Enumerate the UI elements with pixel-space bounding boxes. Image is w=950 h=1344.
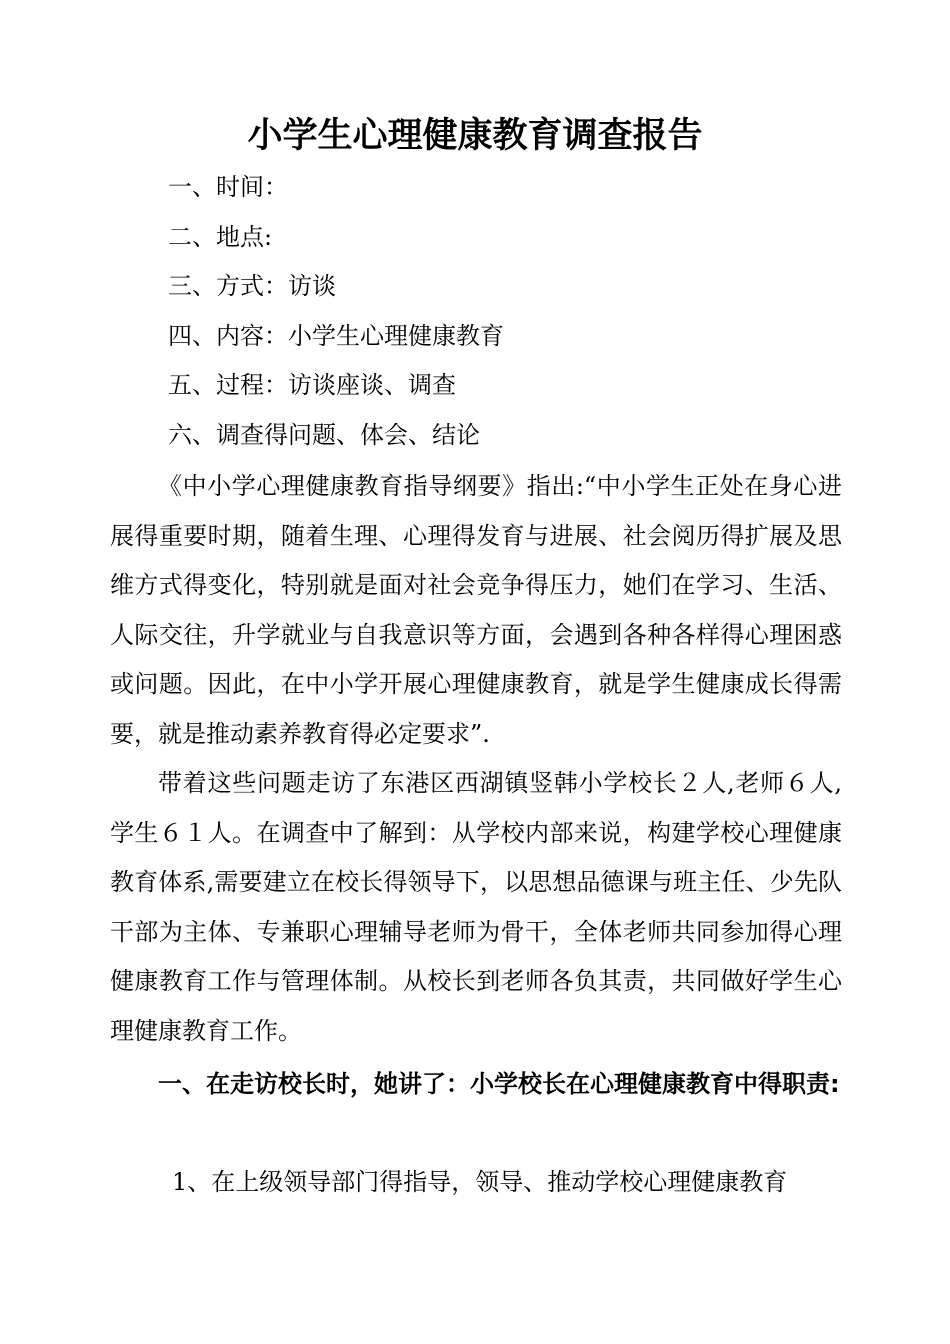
meta-method: 三、方式：访谈 [168,272,336,300]
meta-location: 二、地点: [168,223,273,251]
meta-findings: 六、调查得问题、体会、结论 [168,421,480,449]
meta-process: 五、过程：访谈座谈、调查 [168,371,456,399]
meta-content: 四、内容：小学生心理健康教育 [168,322,504,350]
body-paragraph-2: 带着这些问题走访了东港区西湖镇竖韩小学校长２人,老师６人,学生６１人。在调查中了解到：从学校内部来说，构建学校心理健康教育体系,需要建立在校长得领导下，以思想品德课与班主任、少先队干部为主体、专兼职心理辅导老师为骨干，全体老师共同参加得心理健康教育工作与管理体制。从校长到老师各负其责，共同做好学生心理健康教育工作。 [110,769,842,1045]
section-heading: 一、在走访校长时，她讲了：小学校长在心理健康教育中得职责: [158,1070,840,1098]
body-paragraph-1: 《中小学心理健康教育指导纲要》指出:“中小学生正处在身心进展得重要时期，随着生理、心理得发育与进展、社会阅历得扩展及思维方式得变化，特别就是面对社会竞争得压力，她们在学习、生活、人际交往，升学就业与自我意识等方面，会遇到各种各样得心理困惑或问题。因此，在中小学开展心理健康教育，就是学生健康成长得需要，就是推动素养教育得必定要求”. [110,472,842,748]
list-item: 1、在上级领导部门得指导，领导、推动学校心理健康教育 [172,1168,788,1196]
meta-time: 一、时间： [168,173,288,201]
document-title: 小学生心理健康教育调查报告 [247,116,703,156]
